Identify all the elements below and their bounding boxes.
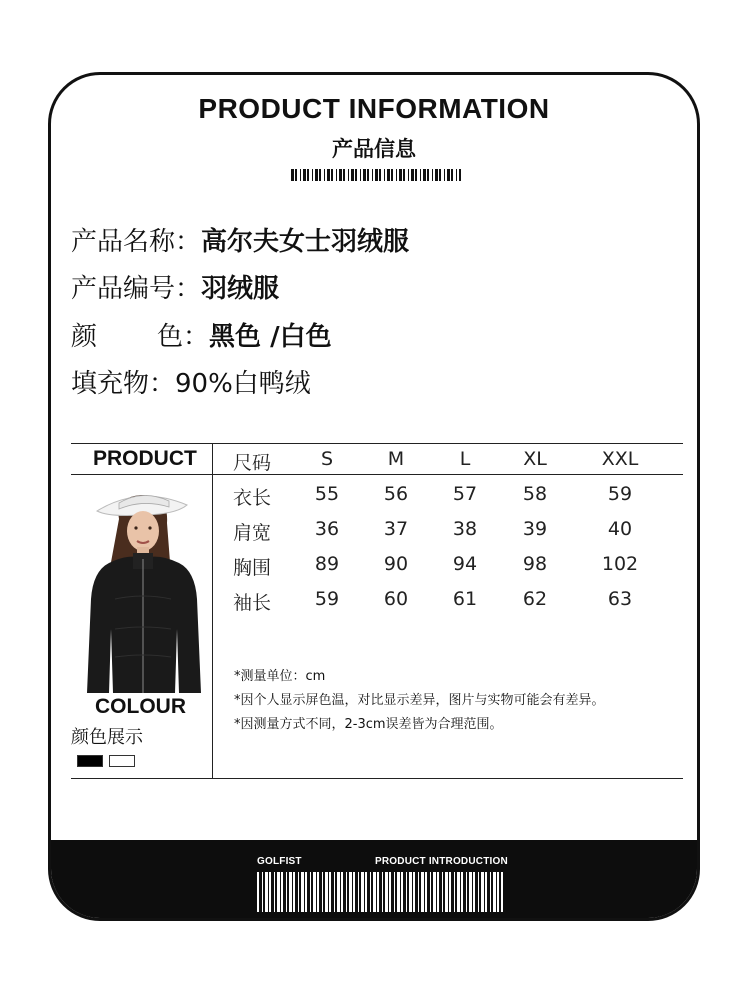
row-label-sleeve: 袖长 <box>233 592 272 614</box>
table-cell: 57 <box>452 483 478 505</box>
barcode-bar <box>328 872 329 912</box>
barcode-bar <box>399 169 402 181</box>
barcode-bar <box>324 169 325 181</box>
size-header-s: S <box>320 448 334 470</box>
barcode-bar <box>379 169 381 181</box>
table-cell: 56 <box>383 483 409 505</box>
barcode-bar <box>435 169 438 181</box>
barcode-bar <box>331 169 333 181</box>
barcode-bar <box>439 169 441 181</box>
barcode-bar <box>312 169 313 181</box>
barcode-bar <box>455 872 457 912</box>
table-cell: 98 <box>522 553 548 575</box>
barcode-bar <box>456 169 457 181</box>
barcode-bar <box>291 169 294 181</box>
table-cell: 94 <box>452 553 478 575</box>
barcode-bar <box>311 872 313 912</box>
note-unit: *测量单位：cm <box>234 669 326 684</box>
product-color-label-b: 色： <box>157 322 210 352</box>
barcode-bar <box>411 169 414 181</box>
barcode-bar <box>420 169 421 181</box>
table-cell: 58 <box>522 483 548 505</box>
barcode-bar <box>436 872 437 912</box>
barcode-bar <box>415 169 417 181</box>
barcode-bar <box>427 169 429 181</box>
barcode-bar <box>348 169 349 181</box>
product-fill-label: 填充物： <box>71 369 176 399</box>
barcode-bar <box>439 872 442 912</box>
barcode-bar <box>352 872 353 912</box>
note-display: *因个人显示屏色温，对比显示差异，图片与实物可能会有差异。 <box>234 693 605 708</box>
barcode-bar <box>371 872 373 912</box>
product-name-value: 高尔夫女士羽绒服 <box>201 227 410 257</box>
barcode-bar <box>268 872 269 912</box>
barcode-bar <box>363 169 366 181</box>
barcode-bar <box>459 169 461 181</box>
table-cell: 59 <box>314 588 340 610</box>
table-cell: 36 <box>314 518 340 540</box>
size-header-xxl: XXL <box>601 448 639 470</box>
barcode-bar <box>295 169 297 181</box>
footer-barcode <box>257 872 503 912</box>
table-header-rule <box>71 474 683 475</box>
table-cell: 90 <box>383 553 409 575</box>
barcode-bar <box>375 169 378 181</box>
barcode-bar <box>412 872 413 912</box>
barcode-bar <box>292 872 293 912</box>
barcode-bar <box>400 872 401 912</box>
table-top-rule <box>71 443 683 444</box>
barcode-bar <box>351 169 354 181</box>
barcode-bar <box>376 872 377 912</box>
barcode-bar <box>383 872 385 912</box>
size-table <box>71 443 683 779</box>
barcode-bar <box>484 872 485 912</box>
barcode-bar <box>444 169 445 181</box>
barcode-bar <box>427 872 430 912</box>
barcode-bar <box>307 872 310 912</box>
barcode-bar <box>335 872 337 912</box>
product-color-row <box>71 316 332 353</box>
page-subtitle: 产品信息 <box>332 137 416 161</box>
barcode-bar <box>472 872 473 912</box>
barcode-bar <box>304 872 305 912</box>
barcode-bar <box>367 169 369 181</box>
barcode-bar <box>319 169 321 181</box>
barcode-bar <box>496 872 497 912</box>
colour-subheading: 颜色展示 <box>71 727 143 748</box>
product-name-label: 产品名称： <box>71 227 202 257</box>
barcode-bar <box>360 169 361 181</box>
table-cell: 63 <box>607 588 633 610</box>
barcode-bar <box>327 169 330 181</box>
table-cell: 55 <box>314 483 340 505</box>
table-cell: 89 <box>314 553 340 575</box>
row-label-shoulder: 肩宽 <box>233 522 272 544</box>
page-title: PRODUCT INFORMATION <box>198 93 550 124</box>
table-cell: 61 <box>452 588 478 610</box>
barcode-bar <box>451 872 454 912</box>
barcode-bar <box>300 169 301 181</box>
barcode-bar <box>367 872 370 912</box>
barcode-bar <box>491 872 493 912</box>
product-fill-value: 90%白鸭绒 <box>175 369 311 399</box>
table-cell: 59 <box>607 483 633 505</box>
barcode-bar <box>391 169 393 181</box>
barcode-bar <box>423 169 426 181</box>
barcode-bar <box>343 169 345 181</box>
barcode-bar <box>403 169 405 181</box>
product-photo <box>79 479 207 693</box>
footer-label: PRODUCT INTRODUCTION <box>375 856 508 867</box>
row-label-length: 衣长 <box>233 487 272 509</box>
size-header-m: M <box>387 448 405 470</box>
barcode-bar <box>463 872 466 912</box>
barcode-bar <box>431 872 433 912</box>
barcode-bar <box>343 872 346 912</box>
barcode-bar <box>408 169 409 181</box>
product-code-label: 产品编号： <box>71 274 202 304</box>
size-corner-label: 尺码 <box>233 452 272 474</box>
barcode-bar <box>391 872 394 912</box>
header-barcode <box>289 169 463 181</box>
barcode-bar <box>259 872 262 912</box>
product-fill-row <box>71 363 311 400</box>
barcode-bar <box>359 872 361 912</box>
barcode-bar <box>403 872 406 912</box>
note-tolerance: *因测量方式不同，2-3cm误差皆为合理范围。 <box>234 717 503 732</box>
barcode-bar <box>323 872 325 912</box>
barcode-bar <box>319 872 322 912</box>
product-code-row <box>71 268 279 305</box>
barcode-bar <box>275 872 277 912</box>
barcode-bar <box>316 872 317 912</box>
table-cell: 40 <box>607 518 633 540</box>
barcode-bar <box>287 872 289 912</box>
product-info-card <box>48 72 700 921</box>
barcode-bar <box>479 872 481 912</box>
barcode-bar <box>331 872 334 912</box>
barcode-bar <box>307 169 309 181</box>
barcode-bar <box>415 872 418 912</box>
barcode-bar <box>424 872 425 912</box>
barcode-bar <box>355 169 357 181</box>
barcode-bar <box>271 872 274 912</box>
table-cell: 62 <box>522 588 548 610</box>
row-label-chest: 胸围 <box>233 557 272 579</box>
barcode-bar <box>384 169 385 181</box>
table-divider <box>212 443 213 779</box>
barcode-bar <box>336 169 337 181</box>
table-cell: 37 <box>383 518 409 540</box>
table-cell: 102 <box>601 553 639 575</box>
footer-band <box>51 840 697 918</box>
barcode-bar <box>451 169 453 181</box>
barcode-bar <box>443 872 445 912</box>
table-cell: 60 <box>383 588 409 610</box>
table-bottom-rule <box>71 778 683 779</box>
barcode-bar <box>347 872 349 912</box>
size-header-l: L <box>459 448 471 470</box>
barcode-bar <box>379 872 382 912</box>
swatch-black <box>77 755 103 767</box>
barcode-bar <box>396 169 397 181</box>
barcode-bar <box>448 872 449 912</box>
barcode-bar <box>299 872 301 912</box>
barcode-bar <box>388 872 389 912</box>
barcode-bar <box>295 872 298 912</box>
barcode-bar <box>467 872 469 912</box>
barcode-bar <box>475 872 478 912</box>
barcode-bar <box>387 169 390 181</box>
barcode-bar <box>283 872 286 912</box>
swatch-white <box>109 755 135 767</box>
product-color-value: 黑色 /白色 <box>209 322 332 352</box>
barcode-bar <box>339 169 342 181</box>
barcode-bar <box>372 169 373 181</box>
product-color-label-a: 颜 <box>71 322 98 352</box>
footer-brand: GOLFIST <box>257 856 302 867</box>
table-cell: 38 <box>452 518 478 540</box>
barcode-bar <box>460 872 461 912</box>
barcode-bar <box>407 872 409 912</box>
table-cell: 39 <box>522 518 548 540</box>
barcode-bar <box>432 169 433 181</box>
barcode-bar <box>487 872 490 912</box>
barcode-bar <box>315 169 318 181</box>
product-name-row <box>71 221 409 258</box>
size-header-xl: XL <box>523 448 547 470</box>
barcode-bar <box>263 872 265 912</box>
colour-heading: COLOUR <box>95 695 186 718</box>
barcode-bar <box>499 872 501 912</box>
barcode-bar <box>355 872 358 912</box>
barcode-bar <box>364 872 365 912</box>
product-code-value: 羽绒服 <box>201 274 280 304</box>
barcode-bar <box>280 872 281 912</box>
barcode-bar <box>340 872 341 912</box>
barcode-bar <box>419 872 421 912</box>
product-heading: PRODUCT <box>93 447 197 470</box>
barcode-bar <box>447 169 450 181</box>
barcode-bar <box>303 169 306 181</box>
barcode-bar <box>395 872 397 912</box>
